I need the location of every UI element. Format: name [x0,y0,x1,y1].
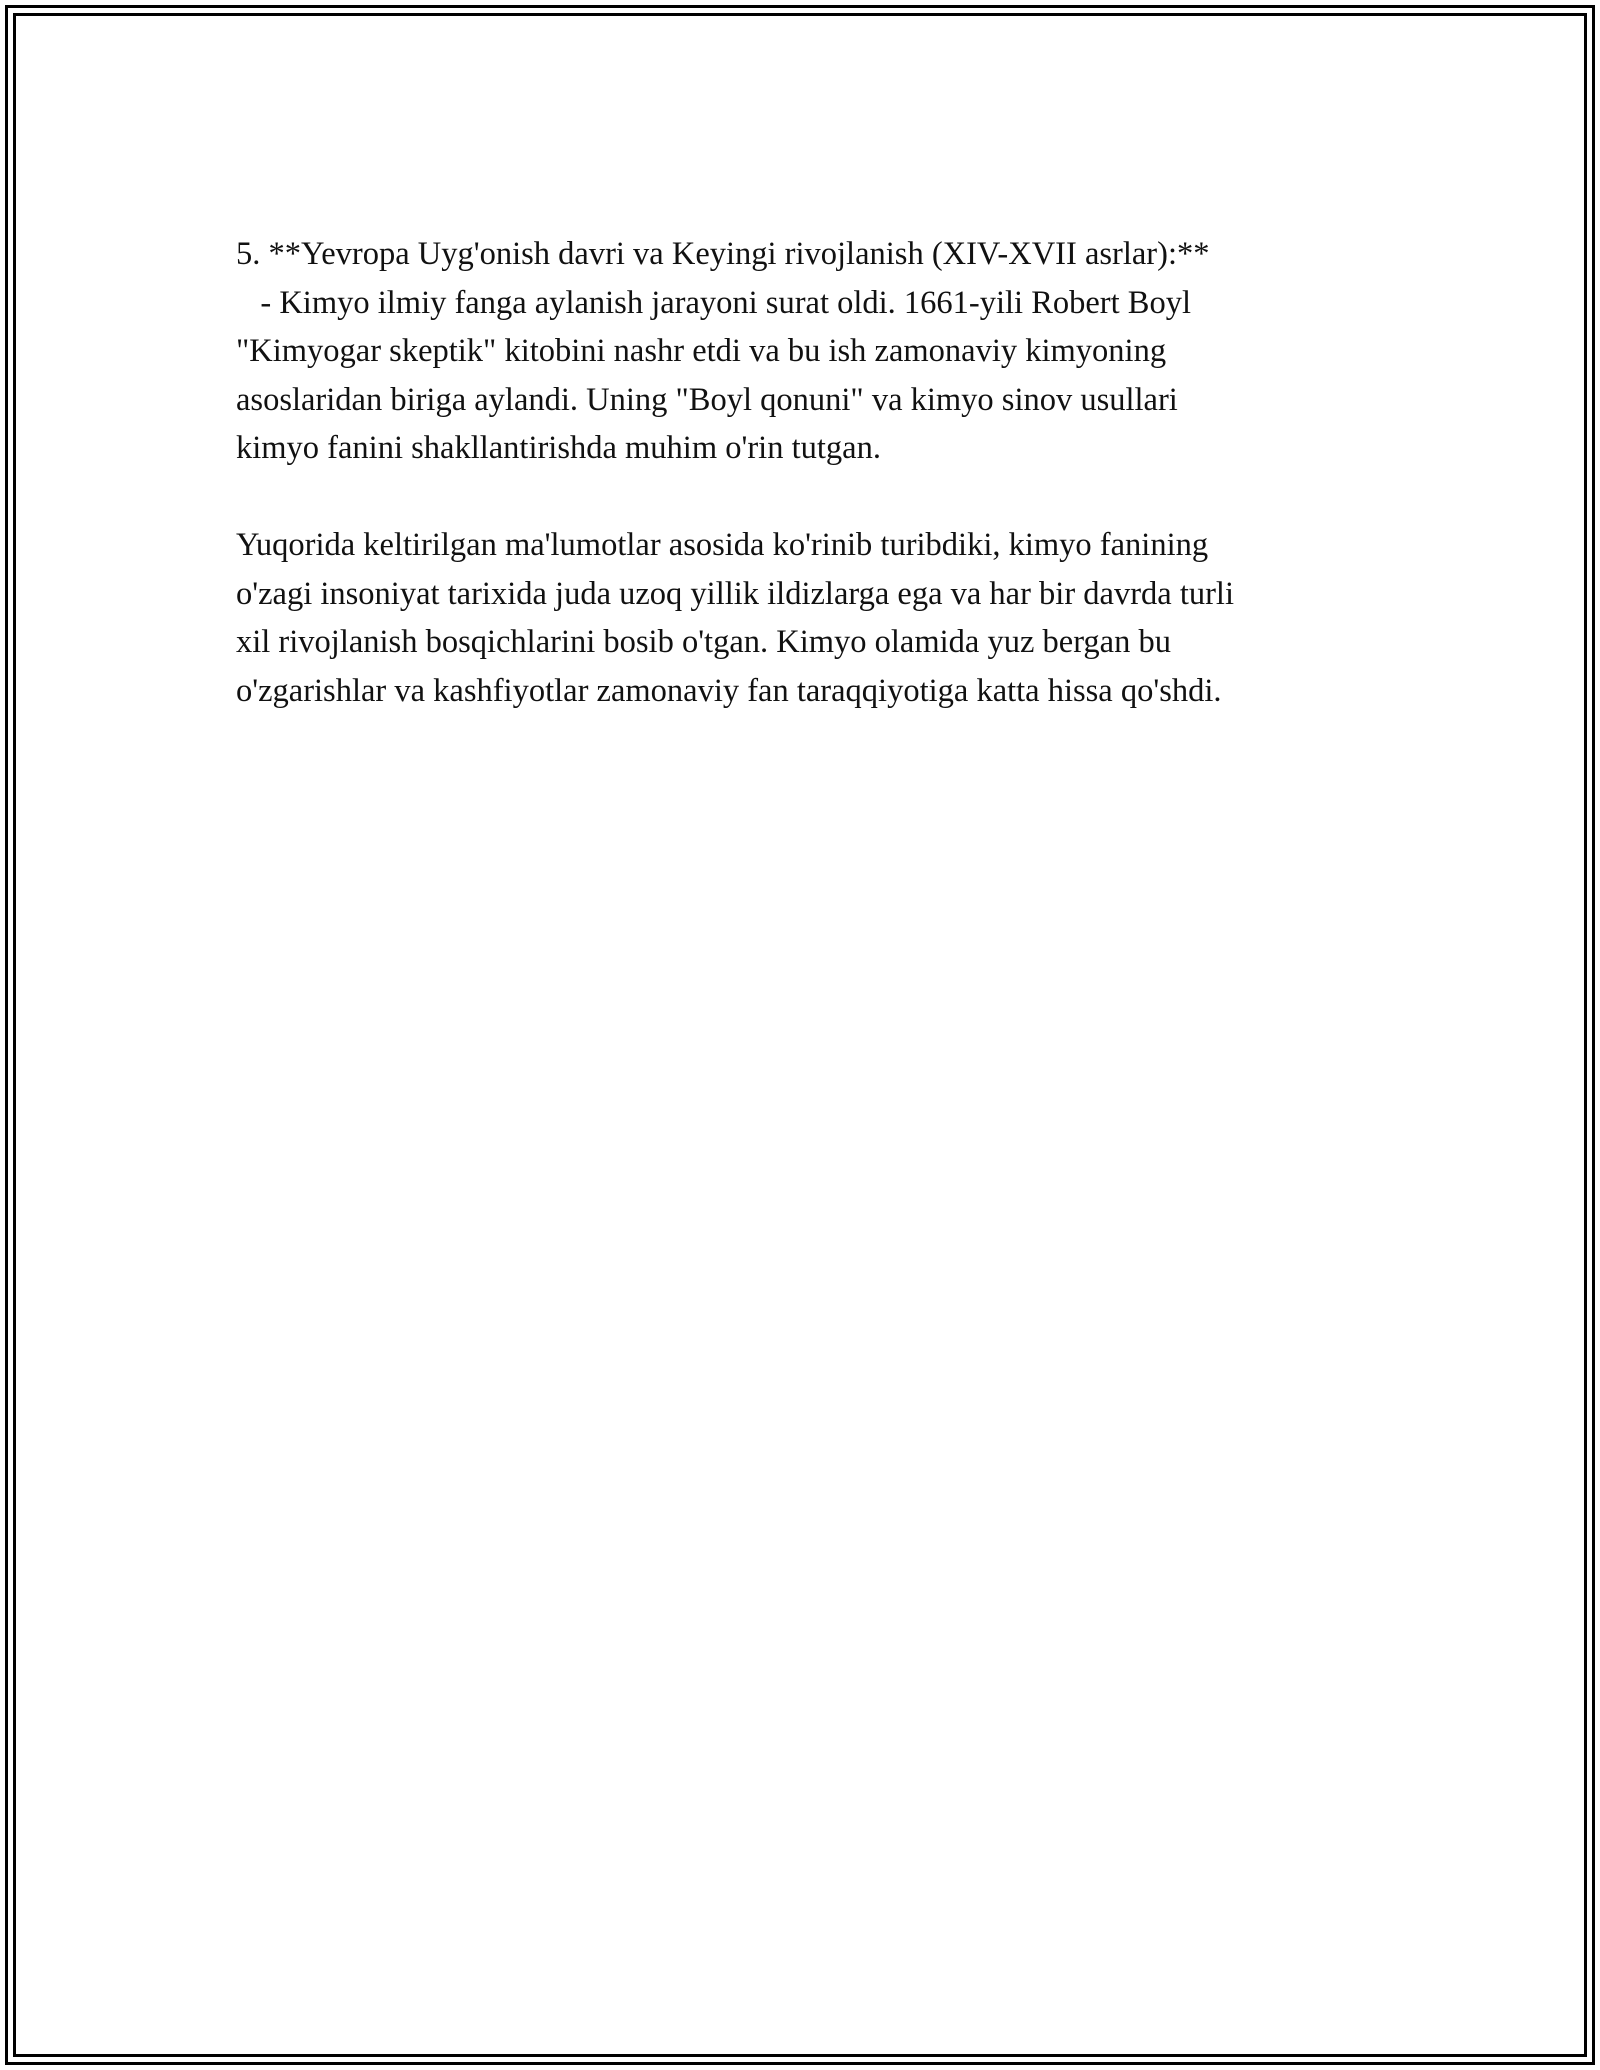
section-line: "Kimyogar skeptik" kitobini nashr etdi va bu ish zamonaviy kimyoning [236,333,1167,369]
section-boyle [236,230,1386,473]
paragraph-spacer [236,473,1386,522]
conclusion-line: xil rivojlanish bosqichlarini bosib o'tgan. Kimyo olamida yuz bergan bu [236,624,1171,660]
conclusion-paragraph [236,521,1386,715]
section-line: asoslaridan biriga aylandi. Uning "Boyl qonuni" va kimyo sinov usullari [236,381,1178,418]
conclusion-line: o'zgarishlar va kashfiyotlar zamonaviy fan taraqqiyotiga katta hissa qo'shdi. [236,672,1222,709]
conclusion-line: Yuqorida keltirilgan ma'lumotlar asosida ko'rinib turibdiki, kimyo fanining [236,527,1209,563]
conclusion-line: o'zagi insoniyat tarixida juda uzoq yillik ildizlarga ega va har bir davrda turli [236,575,1234,612]
section-heading: 5. **Yevropa Uyg'onish davri va Keyingi rivojlanish (XIV-XVII asrlar):** [236,236,1210,272]
section-line: kimyo fanini shakllantirishda muhim o'rin tutgan. [236,430,881,466]
section-line: - Kimyo ilmiy fanga aylanish jarayoni surat oldi. 1661-yili Robert Boyl [236,284,1191,321]
document-body [236,230,1386,715]
